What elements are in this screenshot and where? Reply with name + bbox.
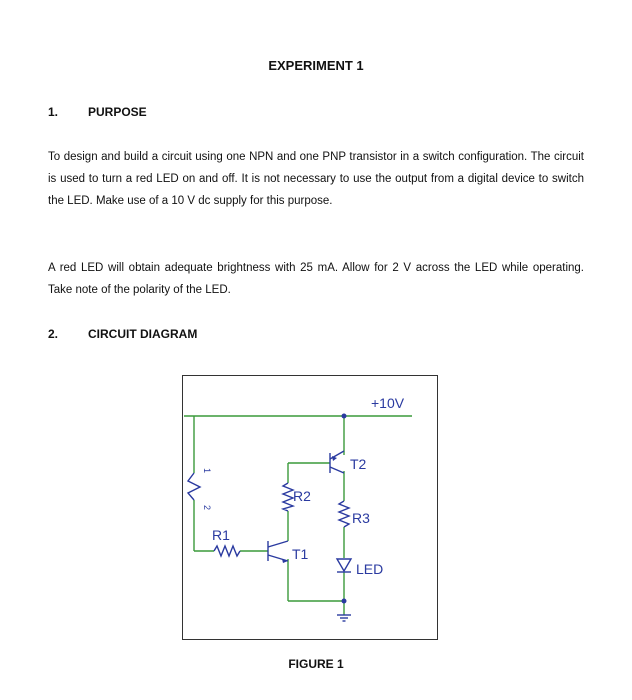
switch-pin-2-label: 2	[202, 505, 212, 511]
t2-emitter	[330, 451, 344, 459]
purpose-paragraph-2	[48, 257, 584, 301]
t2-collector	[330, 467, 344, 473]
supply-label: +10V	[371, 395, 405, 411]
figure-caption: FIGURE 1	[288, 657, 344, 671]
led-label: LED	[356, 561, 384, 577]
page-title: EXPERIMENT 1	[268, 58, 364, 73]
section-number-circuit: 2.	[48, 327, 59, 341]
purpose-paragraph-1	[48, 146, 584, 212]
section-heading-circuit: CIRCUIT DIAGRAM	[88, 327, 198, 341]
figure-frame	[183, 376, 438, 640]
wires	[184, 416, 412, 615]
node-supply	[342, 414, 347, 419]
r3-symbol	[339, 501, 349, 527]
r2-label: R2	[293, 488, 311, 504]
circuit-diagram	[182, 375, 438, 640]
switch-pin-1-label: 1	[202, 468, 212, 474]
section-heading-purpose: PURPOSE	[88, 105, 147, 119]
t1-collector	[268, 541, 288, 547]
r1-label: R1	[212, 527, 230, 543]
node-ground	[342, 599, 347, 604]
t2-label: T2	[350, 456, 367, 472]
led-triangle	[337, 559, 351, 571]
purpose-text-2: A red LED will obtain adequate brightness with 25 mA. Allow for 2 V across the LED while operating. Take note of the polarity of the LED.	[48, 262, 584, 296]
r1-symbol	[214, 546, 240, 556]
r2-symbol	[283, 483, 293, 511]
purpose-text-1: To design and build a circuit using one NPN and one PNP transistor in a switch configuration. The circuit is used to turn a red LED on and off. It is not necessary to use the output from a digital device to switch the LED. Make use of a 10 V dc supply for this purpose.	[48, 151, 584, 207]
switch-symbol	[188, 473, 200, 500]
t1-label: T1	[292, 546, 309, 562]
section-number-purpose: 1.	[48, 105, 59, 119]
r3-label: R3	[352, 510, 370, 526]
